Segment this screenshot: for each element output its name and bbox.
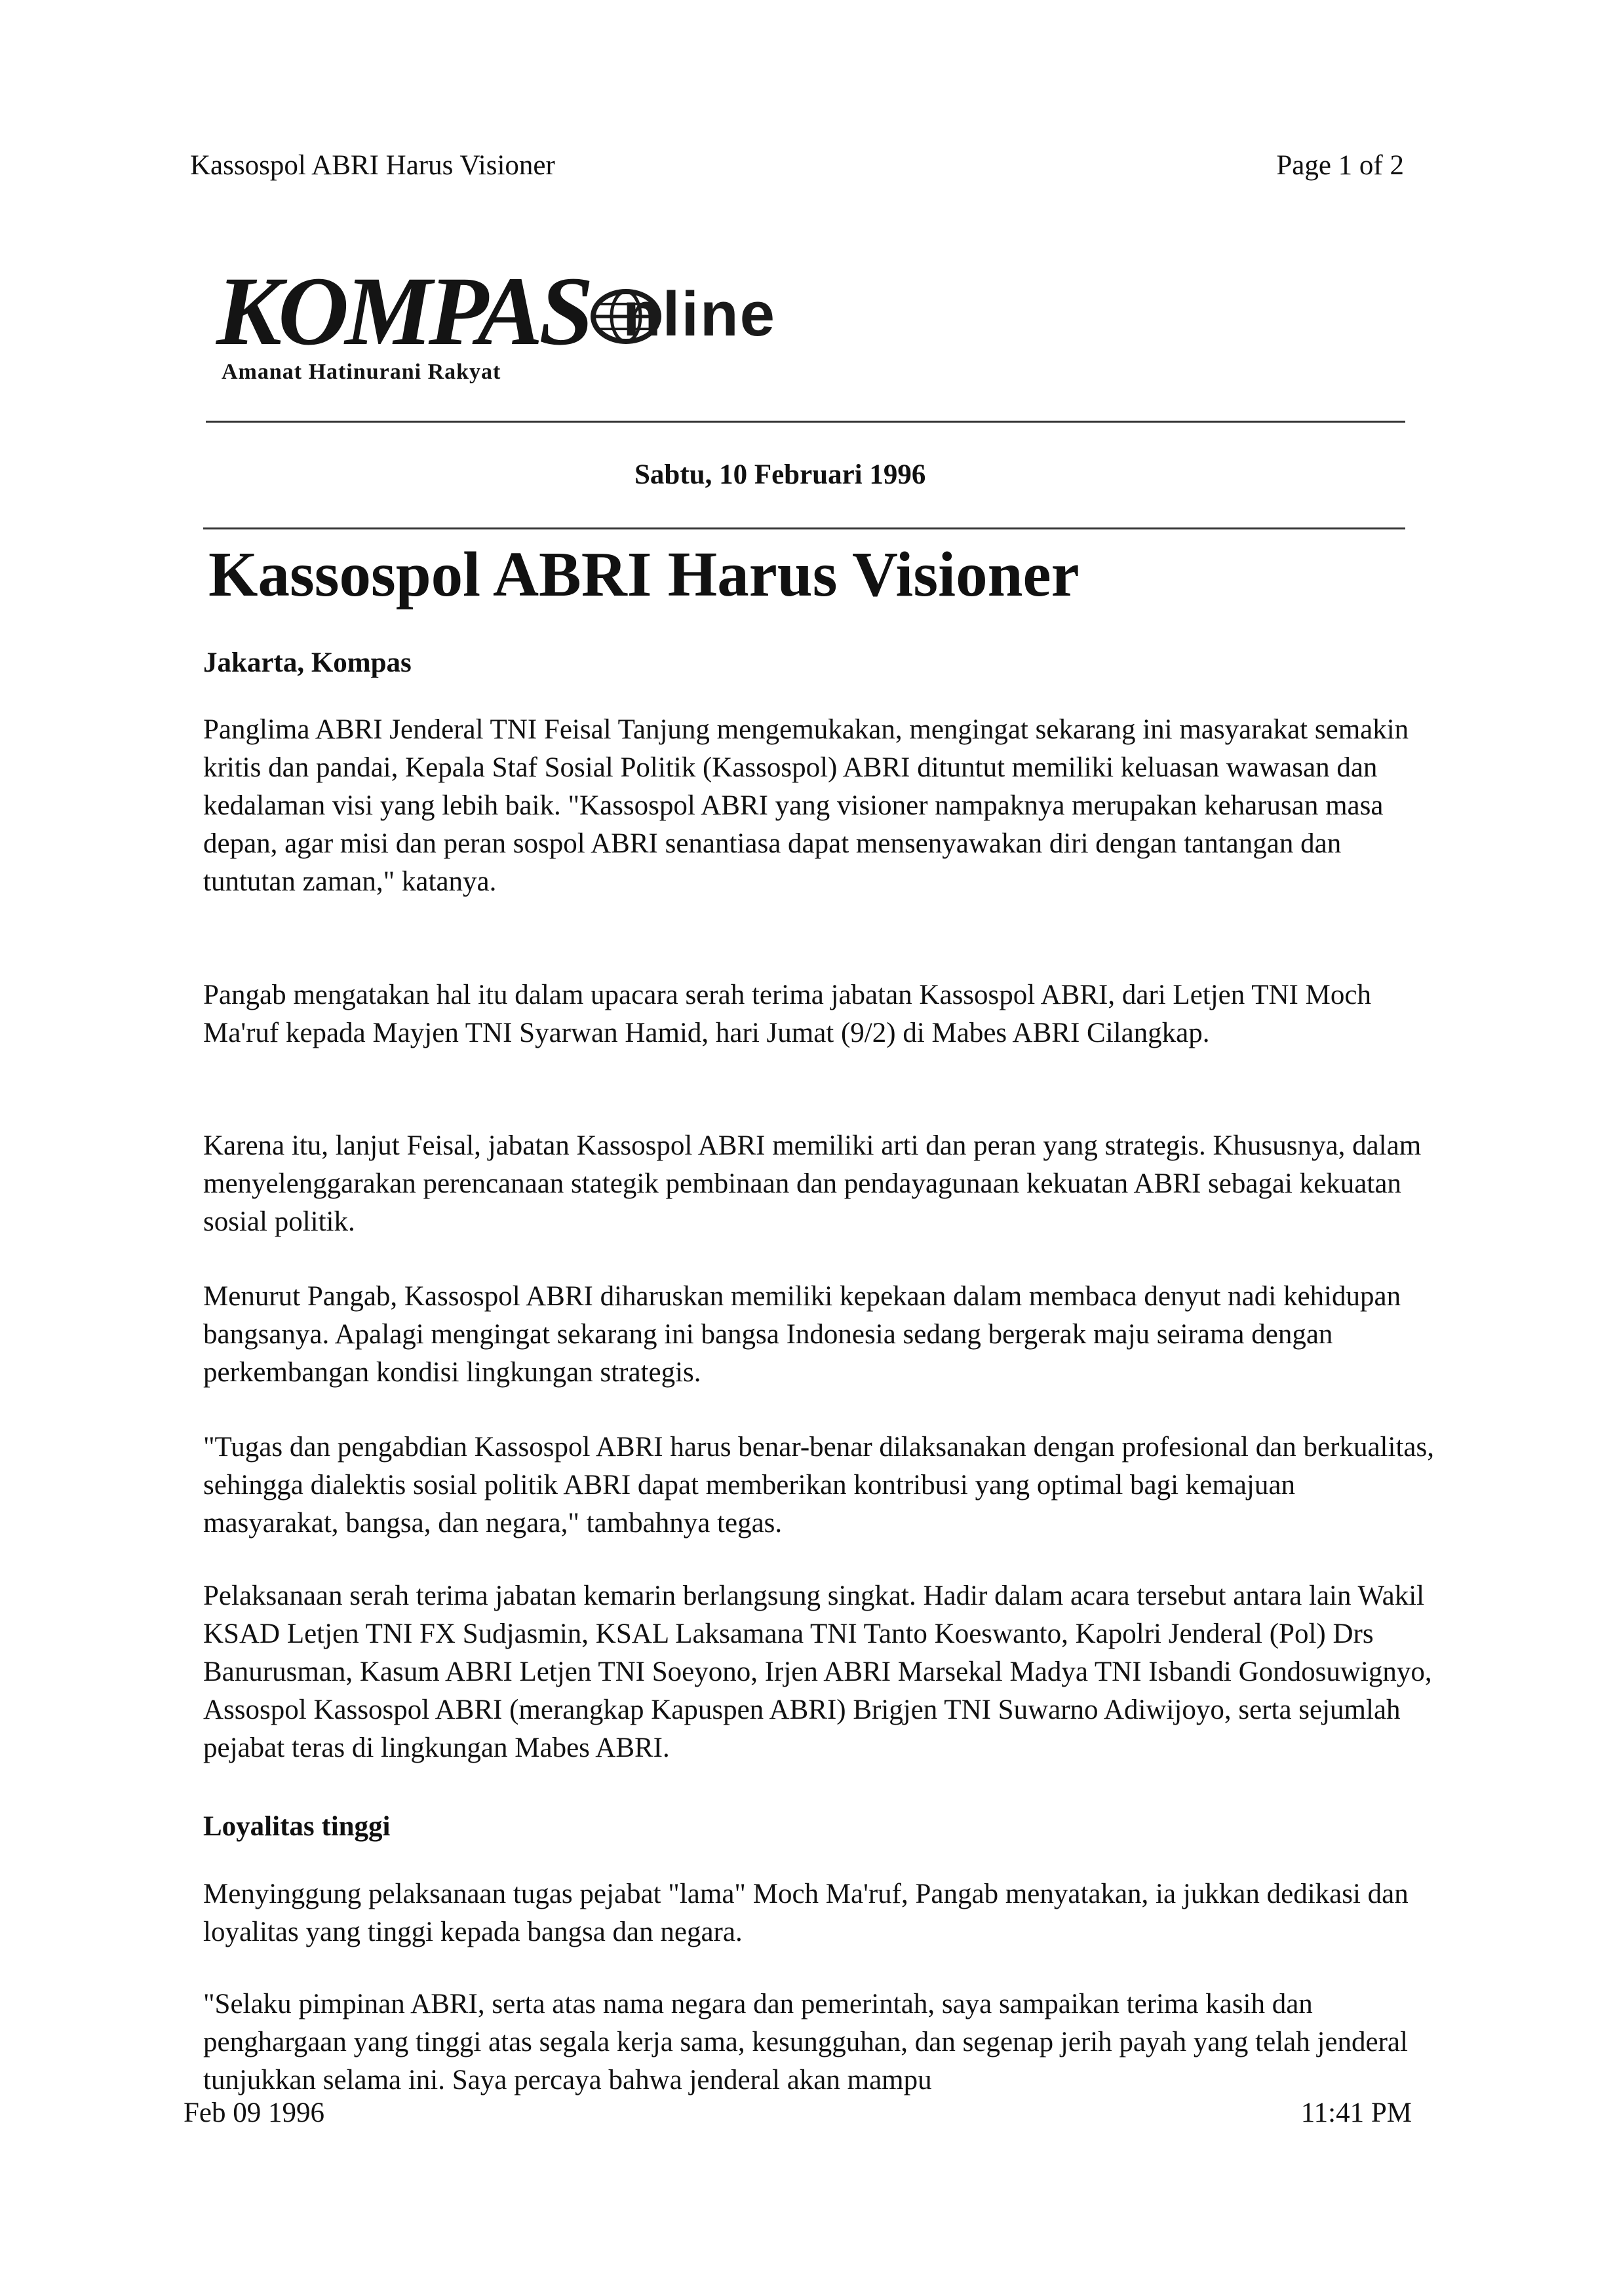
- publication-date: Sabtu, 10 Februari 1996: [634, 459, 926, 490]
- page-number: Page 1 of 2: [1276, 150, 1404, 181]
- article-paragraph: Pelaksanaan serah terima jabatan kemarin berlangsung singkat. Hadir dalam acara tersebut antara lain Wakil KSAD Letjen TNI FX Sudjasmin, KSAL Laksamana TNI Tanto Koeswanto, Kapolri Jenderal (Pol) Drs Banurusman, Kasum ABRI Letjen TNI Soeyono, Irjen ABRI Marsekal Madya TNI Isbandi Gondosuwignyo, Assospol Kassospol ABRI (merangkap Kapuspen ABRI) Brigjen TNI Suwarno Adiwijoyo, serta sejumlah pejabat teras di lingkungan Mabes ABRI.: [203, 1580, 1432, 1763]
- page-header-title: Kassospol ABRI Harus Visioner: [190, 150, 555, 181]
- footer-date: Feb 09 1996: [184, 2097, 324, 2128]
- article-byline: Jakarta, Kompas: [203, 647, 412, 678]
- article-paragraph: Pangab mengatakan hal itu dalam upacara serah terima jabatan Kassospol ABRI, dari Letjen TNI Moch Ma'ruf kepada Mayjen TNI Syarwan Hamid, hari Jumat (9/2) di Mabes ABRI Cilangkap.: [203, 980, 1371, 1048]
- article-paragraph: Menurut Pangab, Kassospol ABRI diharuskan memiliki kepekaan dalam membaca denyut nadi kehidupan bangsanya. Apalagi mengingat sekarang ini bangsa Indonesia sedang bergerak maju seirama dengan perkembangan kondisi lingkungan strategis.: [203, 1281, 1401, 1388]
- article-paragraph: Menyinggung pelaksanaan tugas pejabat "lama" Moch Ma'ruf, Pangab menyatakan, ia jukkan dedikasi dan loyalitas yang tinggi kepada bangsa dan negara.: [203, 1879, 1409, 1947]
- logo-online-text: nline: [623, 279, 777, 349]
- kompas-online-logo: [216, 257, 1003, 393]
- logo-tagline: Amanat Hatinurani Rakyat: [222, 360, 501, 384]
- article-paragraph: Karena itu, lanjut Feisal, jabatan Kassospol ABRI memiliki arti dan peran yang strategis. Khususnya, dalam menyelenggarakan perencanaan stategik pembinaan dan pendayagunaan kekuatan ABRI sebagai kekuatan sosial politik.: [203, 1130, 1422, 1237]
- article-paragraph: "Selaku pimpinan ABRI, serta atas nama negara dan pemerintah, saya sampaikan terima kasih dan penghargaan yang tinggi atas segala kerja sama, kesungguhan, dan segenap jerih payah yang telah jenderal tunjukkan selama ini. Saya percaya bahwa jenderal akan mampu: [203, 1989, 1408, 2095]
- logo-wordmark: KOMPAS: [216, 257, 590, 366]
- article-title: Kassospol ABRI Harus Visioner: [208, 539, 1080, 609]
- article-subheading: Loyalitas tinggi: [203, 1811, 391, 1842]
- footer-time: 11:41 PM: [1300, 2097, 1412, 2128]
- date-divider: [203, 527, 1405, 529]
- article-paragraph: "Tugas dan pengabdian Kassospol ABRI harus benar-benar dilaksanakan dengan profesional dan berkualitas, sehingga dialektis sosial politik ABRI dapat memberikan kontribusi yang optimal bagi kemajuan masyarakat, bangsa, dan negara," tambahnya tegas.: [203, 1432, 1434, 1539]
- header-divider: [206, 421, 1405, 423]
- article-paragraph: Panglima ABRI Jenderal TNI Feisal Tanjung mengemukakan, mengingat sekarang ini masyarakat semakin kritis dan pandai, Kepala Staf Sosial Politik (Kassospol) ABRI dituntut memiliki keluasan wawasan dan kedalaman visi yang lebih baik. "Kassospol ABRI yang visioner nampaknya merupakan keharusan masa depan, agar misi dan peran sospol ABRI senantiasa dapat mensenyawakan diri dengan tantangan dan tuntutan zaman," katanya.: [203, 714, 1409, 897]
